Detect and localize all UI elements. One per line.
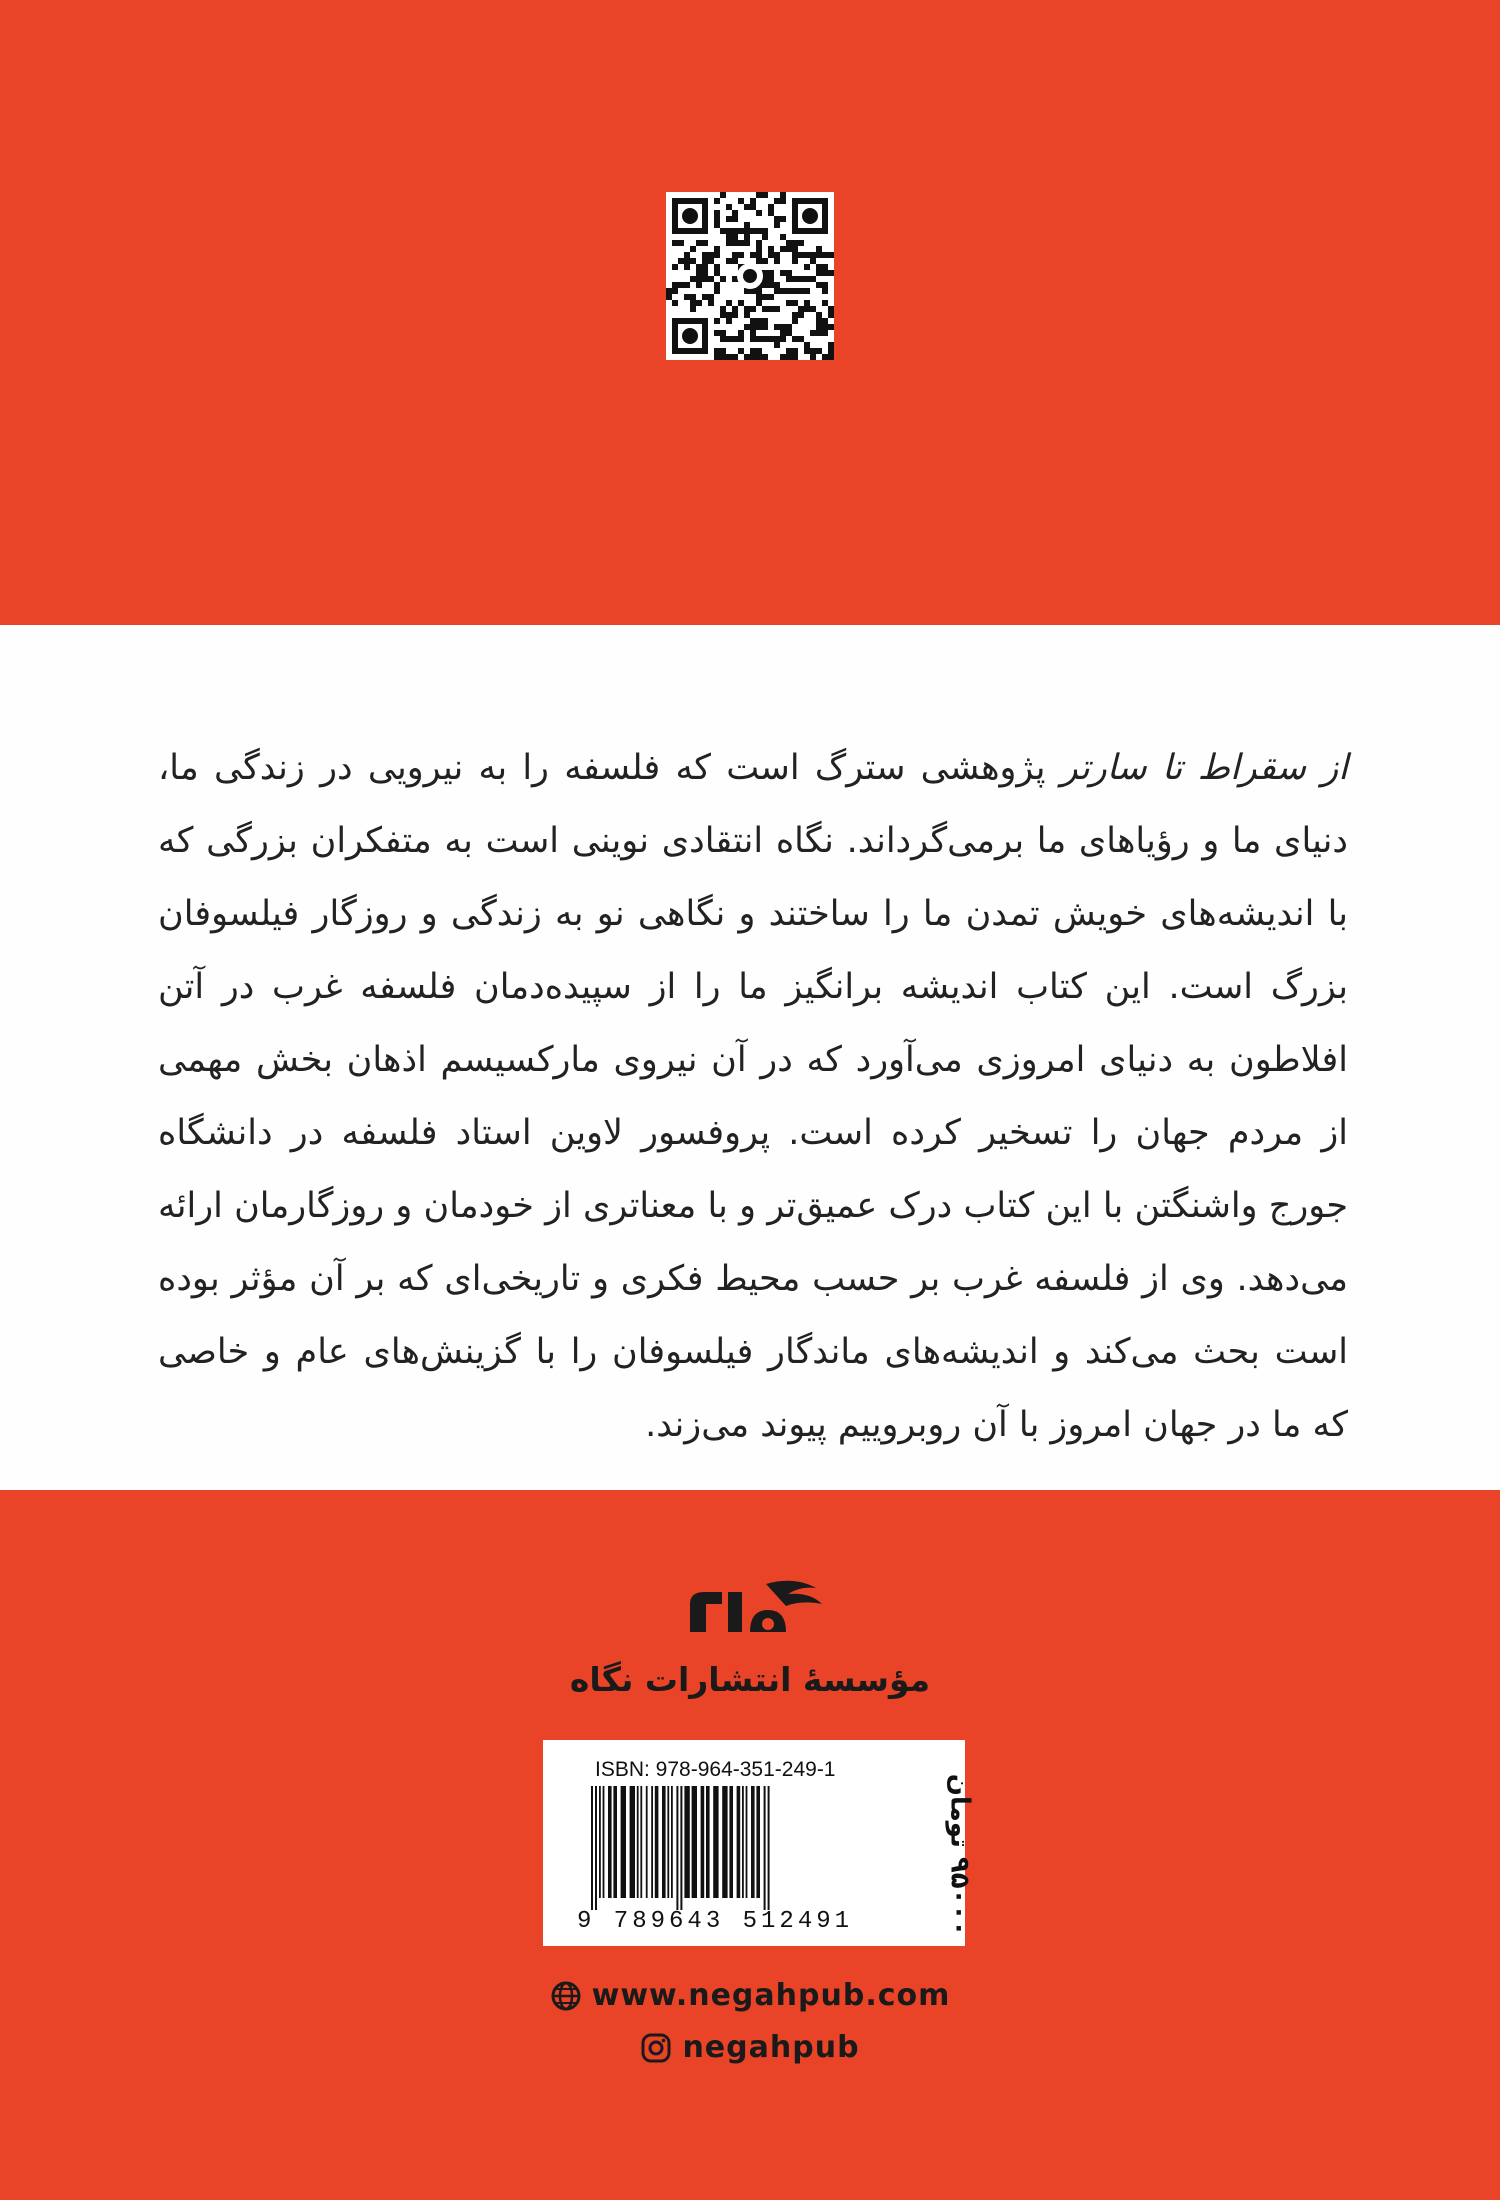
qr-module (774, 252, 780, 258)
logo-graphic (670, 1570, 830, 1650)
qr-module (792, 312, 798, 318)
qr-module (816, 282, 822, 288)
qr-module (696, 276, 702, 282)
qr-module (684, 282, 690, 288)
qr-module (672, 288, 678, 294)
qr-module (702, 252, 708, 258)
qr-module (762, 294, 768, 300)
qr-module (738, 330, 744, 336)
qr-module (678, 240, 684, 246)
qr-module (792, 246, 798, 252)
qr-module (804, 306, 810, 312)
qr-module (684, 264, 690, 270)
blurb-panel (0, 625, 1500, 1490)
qr-module (756, 228, 762, 234)
qr-module (762, 282, 768, 288)
barcode-bar (651, 1786, 653, 1898)
qr-module (756, 336, 762, 342)
qr-module (738, 300, 744, 306)
barcode-bar (680, 1786, 682, 1910)
qr-module (816, 270, 822, 276)
qr-module (690, 246, 696, 252)
qr-module (714, 216, 720, 222)
barcode-bar (671, 1786, 673, 1898)
qr-module (780, 354, 786, 360)
barcode-bar (756, 1786, 760, 1898)
qr-module (708, 294, 714, 300)
qr-module (714, 264, 720, 270)
qr-module (780, 324, 786, 330)
qr-module (804, 300, 810, 306)
qr-module (672, 264, 678, 270)
barcode-bar (595, 1786, 597, 1910)
qr-module (678, 258, 684, 264)
qr-module (690, 306, 696, 312)
qr-module (726, 258, 732, 264)
qr-module (672, 240, 678, 246)
qr-module (756, 294, 762, 300)
qr-module (774, 222, 780, 228)
price-label: ۹۵۰۰۰ تومان (944, 1773, 975, 1937)
qr-module (732, 234, 738, 240)
qr-module (750, 228, 756, 234)
book-description (158, 732, 1348, 1462)
qr-module (732, 258, 738, 264)
qr-module (756, 354, 762, 360)
qr-module (786, 288, 792, 294)
qr-module (786, 354, 792, 360)
qr-module (792, 300, 798, 306)
barcode-bar (722, 1786, 727, 1898)
qr-module (714, 246, 720, 252)
qr-module (738, 252, 744, 258)
qr-module (804, 276, 810, 282)
qr-module (798, 336, 804, 342)
qr-module (714, 252, 720, 258)
qr-module (744, 324, 750, 330)
barcode-bar (746, 1786, 748, 1898)
barcode-bar (646, 1786, 648, 1898)
qr-module (762, 306, 768, 312)
qr-module (786, 300, 792, 306)
qr-module (696, 264, 702, 270)
qr-module (672, 282, 678, 288)
qr-module (714, 198, 720, 204)
qr-module (726, 228, 732, 234)
qr-module (768, 252, 774, 258)
qr-module (744, 222, 750, 228)
qr-module (786, 330, 792, 336)
barcode-bar (751, 1786, 755, 1898)
qr-module (786, 240, 792, 246)
qr-module (708, 300, 714, 306)
qr-module (720, 228, 726, 234)
qr-module (792, 258, 798, 264)
qr-module (828, 252, 834, 258)
qr-module (744, 240, 750, 246)
qr-module (780, 216, 786, 222)
qr-module (774, 282, 780, 288)
qr-module (774, 198, 780, 204)
qr-module (774, 216, 780, 222)
qr-module (816, 318, 822, 324)
qr-module (702, 258, 708, 264)
qr-module (762, 234, 768, 240)
qr-module (726, 216, 732, 222)
qr-module (822, 264, 828, 270)
book-title: از سقراط تا سارتر (1060, 748, 1348, 788)
qr-module (720, 306, 726, 312)
qr-module (732, 240, 738, 246)
qr-module (816, 330, 822, 336)
qr-module (768, 246, 774, 252)
qr-module (684, 294, 690, 300)
qr-module (738, 228, 744, 234)
instagram-icon (640, 2032, 672, 2064)
qr-module (786, 276, 792, 282)
qr-module (810, 258, 816, 264)
barcode-bar (742, 1786, 744, 1898)
qr-module (804, 348, 810, 354)
barcode-bar (764, 1786, 766, 1910)
qr-module (684, 252, 690, 258)
qr-module (810, 276, 816, 282)
barcode-bar (713, 1786, 718, 1898)
qr-module (756, 210, 762, 216)
qr-module (720, 330, 726, 336)
barcode-bar (706, 1786, 710, 1898)
barcode-bar (621, 1786, 626, 1898)
qr-module (792, 240, 798, 246)
qr-module (768, 270, 774, 276)
qr-module (696, 270, 702, 276)
qr-module (774, 324, 780, 330)
qr-module (822, 252, 828, 258)
instagram-handle: negahpub (682, 2030, 860, 2065)
qr-module (702, 276, 708, 282)
qr-module (726, 312, 732, 318)
qr-module (750, 204, 756, 210)
qr-module (720, 354, 726, 360)
description-text: پژوهشی سترگ است که فلسفه را به نیرویی در زندگی ما، دنیای ما و رؤیاهای ما برمی‌گرداند. نگاه انتقادی نوینی است به متفکران بزرگی که با اندیشه‌های خویش تمدن ما را ساختند و نگاهی نو به زندگی و روزگار فیلسوفان بزرگ است. این کتاب اندیشه برانگیز ما را از سپیده‌دمان فلسفه غرب در آتن افلاطون به دنیای امروزی می‌آورد که در آن نیروی مارکسیسم اذهان بخش مهمی از مردم جهان را تسخیر کرده است. پروفسور لاوین استاد فلسفه در دانشگاه جورج واشنگتن با این کتاب درک عمیق‌تر و با معناتری از خودمان و روزگارمان ارائه می‌دهد. وی از فلسفه غرب بر حسب محیط فکری و تاریخی‌ای که بر آن مؤثر بوده است بحث می‌کند و اندیشه‌های ماندگار فیلسوفان را با گزینش‌های عام و خاصی که ما در جهان امروز با آن روبروییم پیوند می‌زند. (158, 748, 1348, 1445)
qr-module (822, 318, 828, 324)
qr-module (768, 282, 774, 288)
qr-module (768, 204, 774, 210)
qr-module (684, 258, 690, 264)
qr-module (828, 312, 834, 318)
qr-module (750, 306, 756, 312)
barcode-digits: 9 789643 512491 (577, 1908, 854, 1935)
qr-module (774, 342, 780, 348)
qr-module (756, 258, 762, 264)
qr-module (792, 288, 798, 294)
qr-module (690, 276, 696, 282)
barcode-bar (640, 1786, 642, 1898)
qr-module (666, 294, 672, 300)
qr-module (792, 318, 798, 324)
qr-module (828, 348, 834, 354)
qr-module (804, 252, 810, 258)
qr-module (786, 324, 792, 330)
qr-module (792, 336, 798, 342)
qr-module (810, 306, 816, 312)
qr-module (822, 270, 828, 276)
barcode-bar (692, 1786, 697, 1898)
qr-module (756, 240, 762, 246)
qr-module (810, 252, 816, 258)
barcode-bar (662, 1786, 666, 1898)
qr-module (816, 324, 822, 330)
qr-module (714, 210, 720, 216)
qr-module (720, 312, 726, 318)
barcode-bar (737, 1786, 741, 1898)
qr-module (756, 348, 762, 354)
qr-module (780, 270, 786, 276)
qr-module (780, 234, 786, 240)
qr-module (732, 306, 738, 312)
qr-module (762, 324, 768, 330)
qr-module (762, 228, 768, 234)
qr-module (720, 192, 726, 198)
qr-module (798, 276, 804, 282)
qr-module (822, 330, 828, 336)
qr-module (726, 204, 732, 210)
qr-module (726, 318, 732, 324)
barcode-bars (583, 1786, 883, 1910)
qr-module (690, 300, 696, 306)
qr-module (696, 300, 702, 306)
qr-module (780, 198, 786, 204)
qr-module (816, 252, 822, 258)
qr-module (756, 252, 762, 258)
qr-module (810, 348, 816, 354)
website-url: www.negahpub.com (591, 1978, 951, 2013)
qr-module (774, 336, 780, 342)
qr-module (762, 258, 768, 264)
qr-module (726, 240, 732, 246)
barcode-bar (603, 1786, 605, 1898)
qr-module (690, 258, 696, 264)
qr-module (786, 348, 792, 354)
qr-module (726, 354, 732, 360)
qr-module (714, 318, 720, 324)
qr-module (732, 354, 738, 360)
qr-module (768, 306, 774, 312)
qr-module (828, 342, 834, 348)
qr-module (768, 210, 774, 216)
qr-module (780, 336, 786, 342)
qr-module (750, 324, 756, 330)
barcode-bar (591, 1786, 593, 1910)
qr-module (744, 228, 750, 234)
barcode-bar (655, 1786, 659, 1898)
barcode-label (543, 1740, 975, 1946)
qr-module (816, 312, 822, 318)
qr-module (798, 288, 804, 294)
publisher-name: مؤسسهٔ انتشارات نگاه (569, 1660, 931, 1699)
qr-module (744, 312, 750, 318)
qr-module (750, 318, 756, 324)
bottom-color-band (0, 1490, 1500, 2200)
qr-module (750, 330, 756, 336)
qr-module (726, 336, 732, 342)
website-link[interactable] (0, 1978, 1500, 2013)
qr-module (756, 288, 762, 294)
qr-module (822, 300, 828, 306)
qr-module (708, 276, 714, 282)
qr-module (780, 192, 786, 198)
qr-module (750, 252, 756, 258)
qr-module (798, 240, 804, 246)
qr-module (666, 288, 672, 294)
barcode-bar (701, 1786, 705, 1898)
qr-module (762, 192, 768, 198)
qr-module (780, 246, 786, 252)
qr-module (768, 336, 774, 342)
qr-module (810, 330, 816, 336)
qr-module (738, 336, 744, 342)
qr-module (714, 354, 720, 360)
qr-module (804, 264, 810, 270)
qr-module (738, 240, 744, 246)
qr-module (774, 288, 780, 294)
barcode-bar (608, 1786, 612, 1898)
qr-module (714, 330, 720, 336)
qr-module (750, 354, 756, 360)
qr-module (726, 234, 732, 240)
qr-module (822, 354, 828, 360)
qr-module (732, 336, 738, 342)
qr-module (702, 270, 708, 276)
qr-module (792, 348, 798, 354)
instagram-link[interactable] (0, 2030, 1500, 2065)
qr-module (672, 300, 678, 306)
qr-module (816, 264, 822, 270)
barcode-bar (684, 1786, 689, 1898)
qr-module (720, 336, 726, 342)
qr-module (720, 276, 726, 282)
qr-module (714, 288, 720, 294)
qr-module (816, 348, 822, 354)
qr-module (768, 294, 774, 300)
qr-code-icon[interactable] (666, 192, 834, 360)
qr-module (798, 306, 804, 312)
qr-module (726, 300, 732, 306)
qr-module (696, 282, 702, 288)
qr-module (756, 318, 762, 324)
qr-module (744, 204, 750, 210)
qr-module (750, 336, 756, 342)
qr-module (762, 354, 768, 360)
qr-module (732, 312, 738, 318)
qr-module (720, 348, 726, 354)
barcode-bar (599, 1786, 601, 1898)
barcode-bar (676, 1786, 678, 1910)
qr-module (786, 246, 792, 252)
qr-module (762, 336, 768, 342)
qr-module (756, 192, 762, 198)
qr-module (774, 306, 780, 312)
barcode-bar (667, 1786, 669, 1898)
qr-code-graphic (666, 192, 834, 360)
qr-module (792, 252, 798, 258)
qr-module (738, 348, 744, 354)
qr-module (696, 240, 702, 246)
qr-module (702, 294, 708, 300)
qr-module (708, 252, 714, 258)
qr-module (690, 294, 696, 300)
qr-module (732, 216, 738, 222)
qr-module (822, 324, 828, 330)
qr-module (744, 306, 750, 312)
qr-module (750, 198, 756, 204)
qr-module (804, 342, 810, 348)
qr-module (792, 354, 798, 360)
qr-module (714, 282, 720, 288)
barcode-bar (630, 1786, 635, 1898)
qr-module (822, 282, 828, 288)
qr-module (756, 246, 762, 252)
qr-module (798, 312, 804, 318)
qr-module (810, 354, 816, 360)
qr-module (708, 258, 714, 264)
qr-module (828, 354, 834, 360)
qr-module (780, 288, 786, 294)
qr-module (702, 264, 708, 270)
barcode-bar (613, 1786, 617, 1898)
negah-logo-icon (670, 1570, 830, 1650)
barcode-bar (768, 1786, 770, 1910)
qr-module (780, 330, 786, 336)
qr-module (732, 228, 738, 234)
qr-module (702, 240, 708, 246)
top-color-band (0, 0, 1500, 625)
qr-module (744, 354, 750, 360)
qr-module (792, 276, 798, 282)
qr-module (744, 234, 750, 240)
qr-module (828, 306, 834, 312)
qr-module (816, 246, 822, 252)
qr-module (738, 198, 744, 204)
qr-module (822, 288, 828, 294)
qr-module (798, 252, 804, 258)
qr-module (678, 282, 684, 288)
barcode-bar (729, 1786, 733, 1898)
qr-module (714, 222, 720, 228)
qr-module (756, 324, 762, 330)
isbn-text: ISBN: 978-964-351-249-1 (595, 1758, 836, 1781)
qr-module (828, 324, 834, 330)
qr-module (804, 288, 810, 294)
qr-module (828, 270, 834, 276)
qr-module (786, 270, 792, 276)
globe-icon (550, 1980, 582, 2012)
qr-module (750, 348, 756, 354)
qr-module (756, 300, 762, 306)
qr-module (714, 348, 720, 354)
qr-module (774, 258, 780, 264)
barcode-bar (637, 1786, 639, 1898)
qr-module (714, 270, 720, 276)
qr-module (732, 210, 738, 216)
qr-module (732, 252, 738, 258)
qr-module (768, 276, 774, 282)
qr-module (762, 318, 768, 324)
